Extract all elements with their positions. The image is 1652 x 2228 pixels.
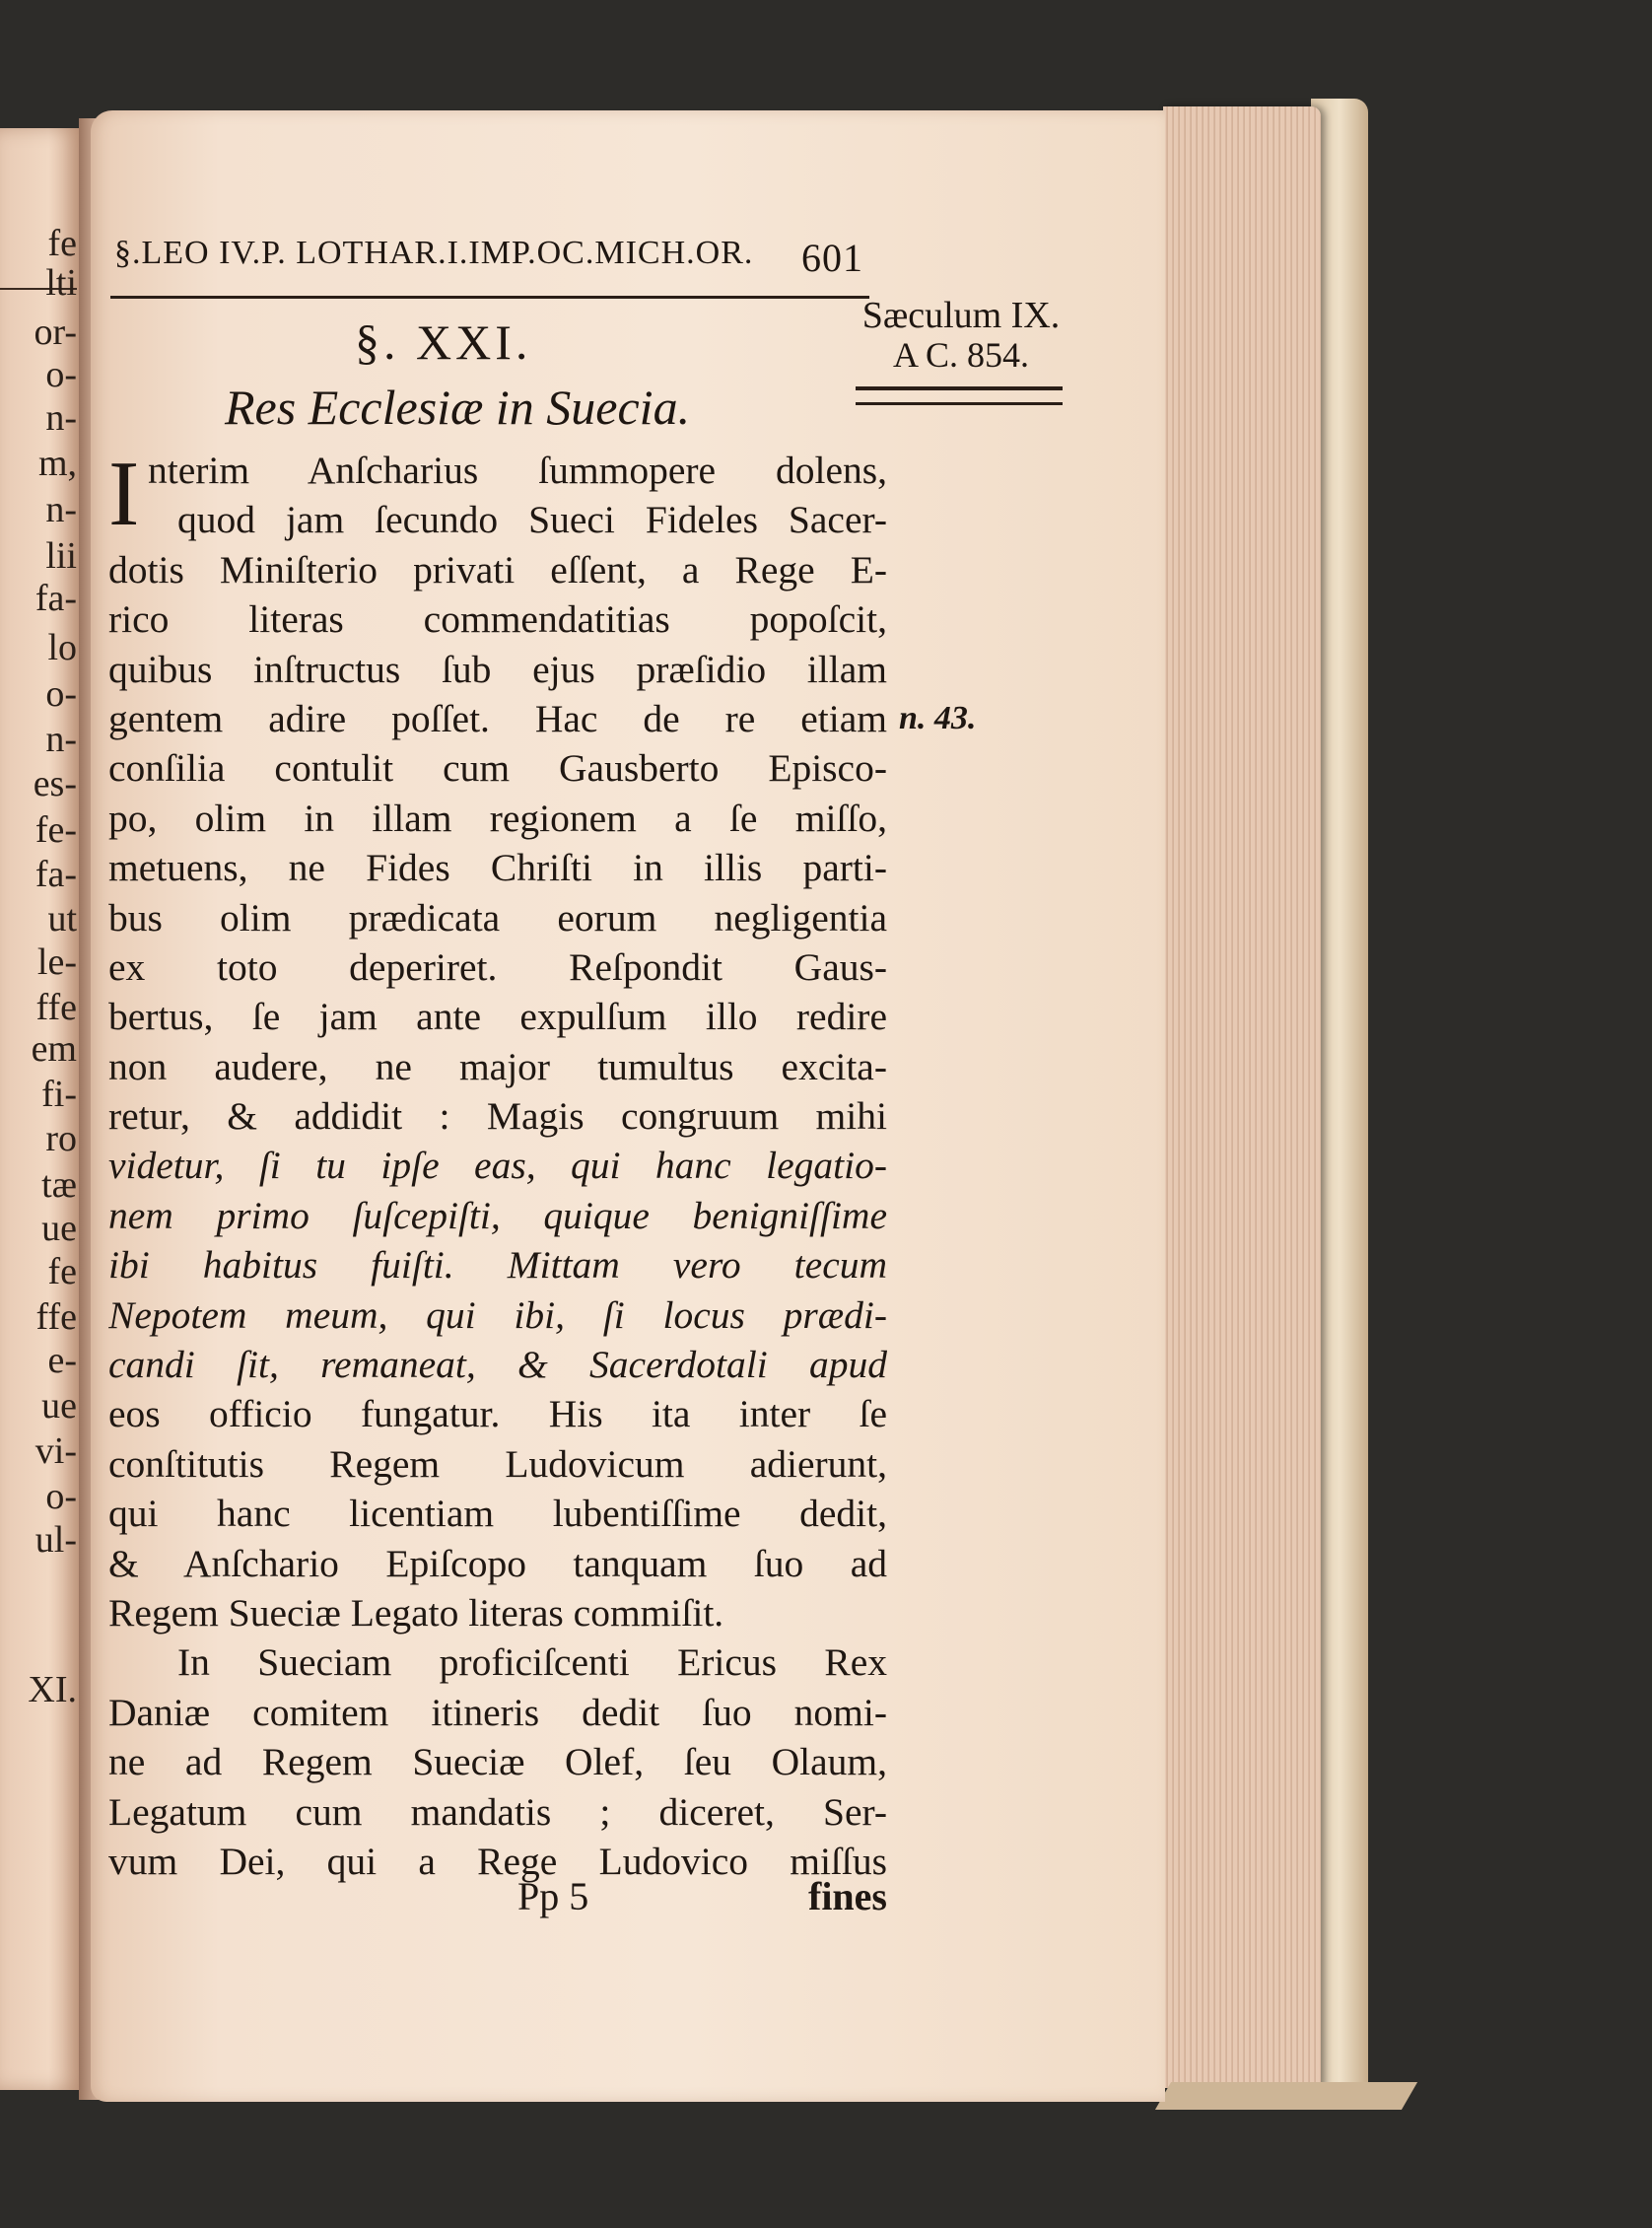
book-cover-bottom: [1155, 2082, 1417, 2110]
left-page-fragment: lti: [45, 262, 77, 304]
margin-double-rule: [856, 386, 1063, 405]
running-head-text: §.LEO IV.P. LOTHAR.I.IMP.OC.MICH.OR.: [114, 235, 754, 271]
left-page-fragment: o-: [45, 1476, 77, 1517]
running-header: [114, 235, 863, 280]
year-label: A C. 854.: [892, 335, 1030, 375]
text-line: conſtitutis Regem Ludovicum adierunt,: [108, 1441, 887, 1486]
left-page-fragment: ul-: [34, 1519, 77, 1561]
left-page-fragment: em: [31, 1028, 77, 1070]
saeculum-label: Sæculum IX.: [861, 295, 1061, 336]
text-line: ibi habitus fuiſti. Mittam vero tecum: [108, 1243, 887, 1288]
text-line: qui hanc licentiam lubentiſſime dedit,: [108, 1492, 887, 1536]
margin-note: n. 43.: [899, 700, 977, 736]
left-page-fragment: fa-: [34, 578, 77, 619]
left-page-fragment: fe-: [34, 809, 77, 851]
text-line: po, olim in illam regionem a ſe miſſo,: [108, 796, 887, 840]
text-line: eos officio fungatur. His ita inter ſe: [108, 1392, 887, 1436]
section-number: §. XXI.: [355, 314, 532, 370]
text-line: Legatum cum mandatis ; diceret, Ser-: [108, 1789, 887, 1834]
text-line: & Anſchario Epiſcopo tanquam ſuo ad: [108, 1541, 887, 1585]
left-page-fragment: fe: [47, 1251, 77, 1292]
left-page-fragment: o-: [45, 354, 77, 395]
left-page-fragment: lo: [47, 627, 77, 668]
text-line: In Sueciam proficiſcenti Ericus Rex: [177, 1640, 887, 1685]
left-page-fragment: ue: [41, 1385, 77, 1427]
text-line: metuens, ne Fides Chriſti in illis parti-: [108, 846, 887, 890]
text-line: videtur, ſi tu ipſe eas, qui hanc legatio-: [108, 1144, 887, 1188]
left-page-fragment: ue: [41, 1208, 77, 1249]
left-facing-page: [0, 128, 81, 2090]
text-line: gentem adire poſſet. Hac de re etiam: [108, 696, 887, 740]
text-line: dotis Miniſterio privati eſſent, a Rege E-: [108, 547, 887, 592]
left-page-fragment: ffe: [35, 987, 77, 1028]
left-page-fragment: le-: [36, 941, 77, 983]
left-page-fragment: fa-: [34, 854, 77, 895]
text-line: bus olim prædicata eorum negligentia: [108, 895, 887, 940]
text-line: ex toto deperiret. Reſpondit Gaus-: [108, 944, 887, 989]
text-line: Regem Sueciæ Legato literas commiſit.: [108, 1590, 724, 1635]
page-fore-edge: [1163, 106, 1321, 2088]
text-line: Nepotem meum, qui ibi, ſi locus prædi-: [108, 1292, 887, 1337]
left-page-fragment: lii: [45, 535, 77, 577]
text-line: rico literas commendatitias popoſcit,: [108, 597, 887, 642]
catchword: fines: [808, 1874, 887, 1918]
text-line: nterim Anſcharius ſummopere dolens,: [148, 449, 887, 492]
left-page-fragment: o-: [45, 673, 77, 715]
left-page-fragment: n-: [45, 719, 77, 760]
left-page-fragment: e-: [47, 1340, 77, 1381]
left-page-fragment: or-: [34, 312, 77, 353]
left-page-fragment: ro: [45, 1118, 77, 1159]
body-text: [108, 443, 887, 1886]
left-page-fragment: n-: [45, 489, 77, 530]
left-page-fragment: fe: [47, 223, 77, 264]
left-page-fragment: es-: [33, 763, 77, 804]
left-page-fragment: tæ: [41, 1164, 77, 1206]
text-line: ne ad Regem Sueciæ Olef, ſeu Olaum,: [108, 1740, 887, 1784]
text-line: vum Dei, qui a Rege Ludovico miſſus: [108, 1839, 887, 1883]
left-page-fragment: ut: [47, 898, 77, 940]
left-page-fragment: vi-: [34, 1430, 77, 1472]
text-line: candi ſit, remaneat, & Sacerdotali apud: [108, 1343, 887, 1387]
left-page-fragment: ffe: [35, 1296, 77, 1338]
text-line: nem primo ſuſcepiſti, quique benigniſſime: [108, 1193, 887, 1237]
left-page-fragment: XI.: [28, 1669, 77, 1710]
page-number: 601: [801, 236, 863, 280]
text-line: bertus, ſe jam ante expulſum illo redire: [108, 995, 887, 1039]
text-line: quibus inſtructus ſub ejus præſidio illam: [108, 647, 887, 691]
text-line: non audere, ne major tumultus excita-: [108, 1044, 887, 1088]
drop-cap: I: [108, 443, 140, 545]
text-line: Daniæ comitem itineris dedit ſuo nomi-: [108, 1690, 887, 1734]
left-page-fragment: fi-: [41, 1074, 77, 1115]
margin-date: [848, 296, 1074, 375]
signature-mark: Pp 5: [517, 1874, 589, 1918]
left-page-fragment: m,: [37, 443, 77, 484]
left-page-fragment: n-: [45, 397, 77, 439]
section-title: Res Ecclesiæ in Suecia.: [225, 380, 691, 435]
text-line: retur, & addidit : Magis congruum mihi: [108, 1094, 887, 1139]
header-rule: [110, 296, 869, 299]
text-line: quod jam ſecundo Sueci Fideles Sacer-: [177, 498, 887, 542]
text-line: conſilia contulit cum Gausberto Episco-: [108, 746, 887, 791]
